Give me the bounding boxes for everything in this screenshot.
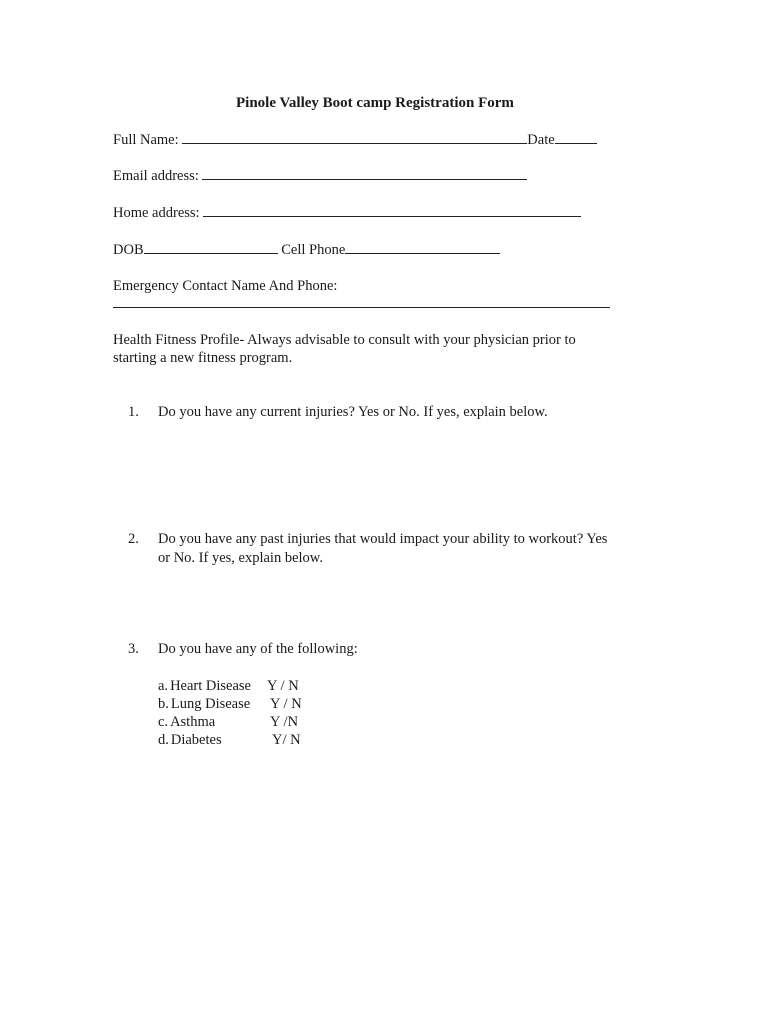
condition-name: Diabetes — [170, 732, 222, 748]
condition-item-diabetes — [158, 731, 222, 749]
question-2-text-line-1: Do you have any past injuries that would impact your ability to workout? Yes — [158, 531, 608, 547]
condition-answer-diabetes[interactable]: Y/ N — [272, 732, 301, 748]
condition-item-lung-disease — [158, 695, 250, 713]
home-address-label: Home address: — [113, 205, 200, 221]
email-label: Email address: — [113, 168, 199, 184]
cell-phone-field[interactable] — [345, 241, 500, 254]
dob-label: DOB — [113, 242, 144, 258]
home-address-field[interactable] — [203, 204, 581, 217]
date-label: Date — [527, 132, 555, 148]
emergency-contact-field[interactable] — [113, 295, 610, 308]
condition-name: Lung Disease — [170, 696, 251, 712]
dob-field[interactable] — [144, 241, 278, 254]
condition-answer-heart-disease[interactable]: Y / N — [267, 678, 299, 694]
condition-name: Heart Disease — [170, 678, 251, 694]
condition-letter: b. — [158, 696, 169, 712]
health-profile-line-2: starting a new fitness program. — [113, 350, 293, 366]
condition-answer-lung-disease[interactable]: Y / N — [270, 696, 302, 712]
home-address-row — [113, 204, 581, 222]
emergency-contact-label: Emergency Contact Name And Phone: — [113, 278, 338, 294]
emergency-contact-row — [113, 295, 610, 313]
full-name-field[interactable] — [182, 131, 527, 144]
condition-letter: a. — [158, 678, 169, 694]
question-1-number: 1. — [128, 404, 139, 420]
health-profile-line-1: Health Fitness Profile- Always advisable to consult with your physician prior to — [113, 332, 576, 348]
question-2-text-line-2: or No. If yes, explain below. — [158, 550, 323, 566]
date-field[interactable] — [555, 131, 597, 144]
question-3-text: Do you have any of the following: — [158, 641, 358, 657]
condition-item-heart-disease — [158, 677, 251, 695]
full-name-row — [113, 131, 597, 149]
dob-phone-row — [113, 241, 500, 259]
condition-answer-asthma[interactable]: Y /N — [270, 714, 299, 730]
condition-letter: d. — [158, 732, 169, 748]
condition-name: Asthma — [170, 714, 216, 730]
full-name-label: Full Name: — [113, 132, 179, 148]
cell-phone-label: Cell Phone — [281, 242, 346, 258]
question-2-number: 2. — [128, 531, 139, 547]
question-2-answer-area[interactable] — [158, 572, 658, 632]
email-row — [113, 167, 527, 185]
question-1-answer-area[interactable] — [158, 425, 658, 525]
question-1-text: Do you have any current injuries? Yes or No. If yes, explain below. — [158, 404, 548, 420]
condition-item-asthma — [158, 713, 215, 731]
form-title: Pinole Valley Boot camp Registration Form — [236, 95, 514, 111]
condition-letter: c. — [158, 714, 169, 730]
email-field[interactable] — [202, 167, 527, 180]
question-3-number: 3. — [128, 641, 139, 657]
